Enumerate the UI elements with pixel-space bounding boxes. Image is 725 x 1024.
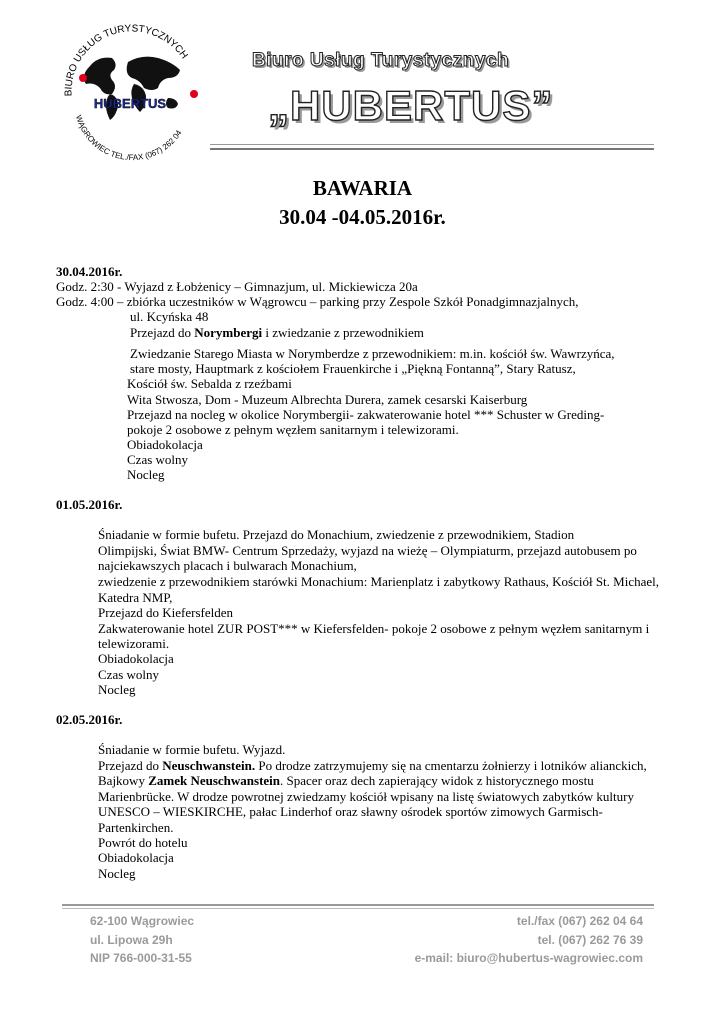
text-run: Bajkowy xyxy=(98,773,149,788)
day-2-line: Katedra NMP, xyxy=(98,590,173,605)
day-2-line: Przejazd do Kiefersfelden xyxy=(98,605,233,620)
day-3-line: Powrót do hotelu xyxy=(98,835,188,850)
day-3-line: UNESCO – WIESKIRCHE, pałac Linderhof oraz sławny ośrodek sportów zimowych Garmisch- xyxy=(98,804,603,819)
logo-red-dot xyxy=(79,74,87,82)
footer-nip: NIP 766-000-31-55 xyxy=(90,951,192,965)
day-1-line: Czas wolny xyxy=(127,452,189,467)
day-1-line: Nocleg xyxy=(127,467,165,482)
logo-bottom-text: WĄGROWIEC TEL./FAX (067) 262 04 xyxy=(73,113,184,163)
day-1-line: Kościół św. Sebalda z rzeźbami xyxy=(127,376,292,391)
footer-divider-2 xyxy=(62,908,654,909)
day-1-line: Zwiedzanie Starego Miasta w Norymberdze z przewodnikiem: m.in. kościół św. Wawrzyńca, xyxy=(130,346,615,361)
logo-name: HUBERTUS xyxy=(93,96,167,111)
day-3-line: Marienbrücke. W drodze powrotnej zwiedzamy kościół wpisany na listę światowych zabytków kultury xyxy=(98,789,634,804)
day-2-line: telewizorami. xyxy=(98,636,170,651)
company-brand: „HUBERTUS” xyxy=(268,82,554,129)
svg-text:BIURO USŁUG TURYSTYCZNYCH xyxy=(63,23,189,96)
day-2-line: Zakwaterowanie hotel ZUR POST*** w Kiefersfelden- pokoje 2 osobowe z pełnym węzłem sanitarnym i xyxy=(98,621,650,636)
text-run-bold: Zamek Neuschwanstein xyxy=(148,773,281,788)
day-1-line: ul. Kcyńska 48 xyxy=(130,309,209,324)
day-1-line: Godz. 2:30 - Wyjazd z Łobżenicy – Gimnazjum, ul. Mickiewicza 20a xyxy=(56,279,418,294)
day-2-line: Czas wolny xyxy=(98,667,160,682)
text-run: . Spacer oraz dech zapierający widok z historycznego mostu xyxy=(280,773,594,788)
text-run-bold: Norymbergi xyxy=(194,325,263,340)
text-run: i zwiedzanie z przewodnikiem xyxy=(262,325,424,340)
day-1-line: stare mosty, Hauptmark z kościołem Frauenkirche i „Piękną Fontanną”, Stary Ratusz, xyxy=(130,361,576,376)
day-2-line: najciekawszych placach i bulwarach Monachium, xyxy=(98,558,357,573)
footer-telfax: tel./fax (067) 262 04 64 xyxy=(516,914,643,928)
company-name: Biuro Usług Turystycznych xyxy=(252,50,510,71)
footer-address-street: ul. Lipowa 29h xyxy=(90,933,173,947)
trip-dates: 30.04 -04.05.2016r. xyxy=(279,205,446,229)
header-divider-2 xyxy=(210,148,654,150)
day-3-line xyxy=(98,758,647,773)
day-3-date: 02.05.2016r. xyxy=(56,712,123,727)
company-logo xyxy=(50,14,210,164)
trip-destination: BAWARIA xyxy=(312,176,413,200)
text-run-bold: Neuschwanstein. xyxy=(162,758,256,773)
footer-divider xyxy=(62,904,654,906)
day-2-line: Obiadokolacja xyxy=(98,651,174,666)
day-3-line xyxy=(98,773,594,788)
day-2-line: Śniadanie w formie bufetu. Przejazd do Monachium, zwiedzenie z przewodnikiem, Stadion xyxy=(98,527,575,542)
footer-tel: tel. (067) 262 76 39 xyxy=(537,933,643,947)
day-1-line: Obiadokolacja xyxy=(127,437,203,452)
footer-email[interactable]: e-mail: biuro@hubertus-wagrowiec.com xyxy=(414,951,643,965)
logo-ring-text: BIURO USŁUG TURYSTYCZNYCH xyxy=(63,23,190,97)
day-3-line: Śniadanie w formie bufetu. Wyjazd. xyxy=(98,742,286,757)
header-divider xyxy=(210,144,654,145)
day-2-line: Nocleg xyxy=(98,682,136,697)
day-1-line xyxy=(130,325,424,340)
footer-address-city: 62-100 Wągrowiec xyxy=(90,914,195,928)
day-1-line: pokoje 2 osobowe z pełnym węzłem sanitarnym i telewizorami. xyxy=(127,422,459,437)
day-1-line: Godz. 4:00 – zbiórka uczestników w Wągrowcu – parking przy Zespole Szkół Ponadgimnazjalnych, xyxy=(56,294,579,309)
day-2-date: 01.05.2016r. xyxy=(56,497,123,512)
logo-red-dot-2 xyxy=(190,90,198,98)
text-run: Przejazd do xyxy=(98,758,163,773)
day-1-line: Wita Stwosza, Dom - Muzeum Albrechta Durera, zamek cesarski Kaiserburg xyxy=(127,392,528,407)
day-3-line: Nocleg xyxy=(98,866,136,881)
text-run: Przejazd do xyxy=(130,325,195,340)
day-3-line: Obiadokolacja xyxy=(98,850,174,865)
day-2-line: zwiedzenie z przewodnikiem starówki Monachium: Marienplatz i zabytkowy Rathaus, Kościół St. Michael, xyxy=(98,574,660,589)
day-1-line: Przejazd na nocleg w okolice Norymbergii- zakwaterowanie hotel *** Schuster w Greding- xyxy=(127,407,605,422)
day-1-date: 30.04.2016r. xyxy=(56,264,123,279)
day-3-line: Partenkirchen. xyxy=(98,820,174,835)
text-run: Po drodze zatrzymujemy się na cmentarzu żołnierzy i lotników alianckich, xyxy=(255,758,647,773)
day-2-line: Olimpijski, Świat BMW- Centrum Sprzedaży, wyjazd na wieżę – Olympiaturm, przejazd autobusem po xyxy=(98,543,637,558)
